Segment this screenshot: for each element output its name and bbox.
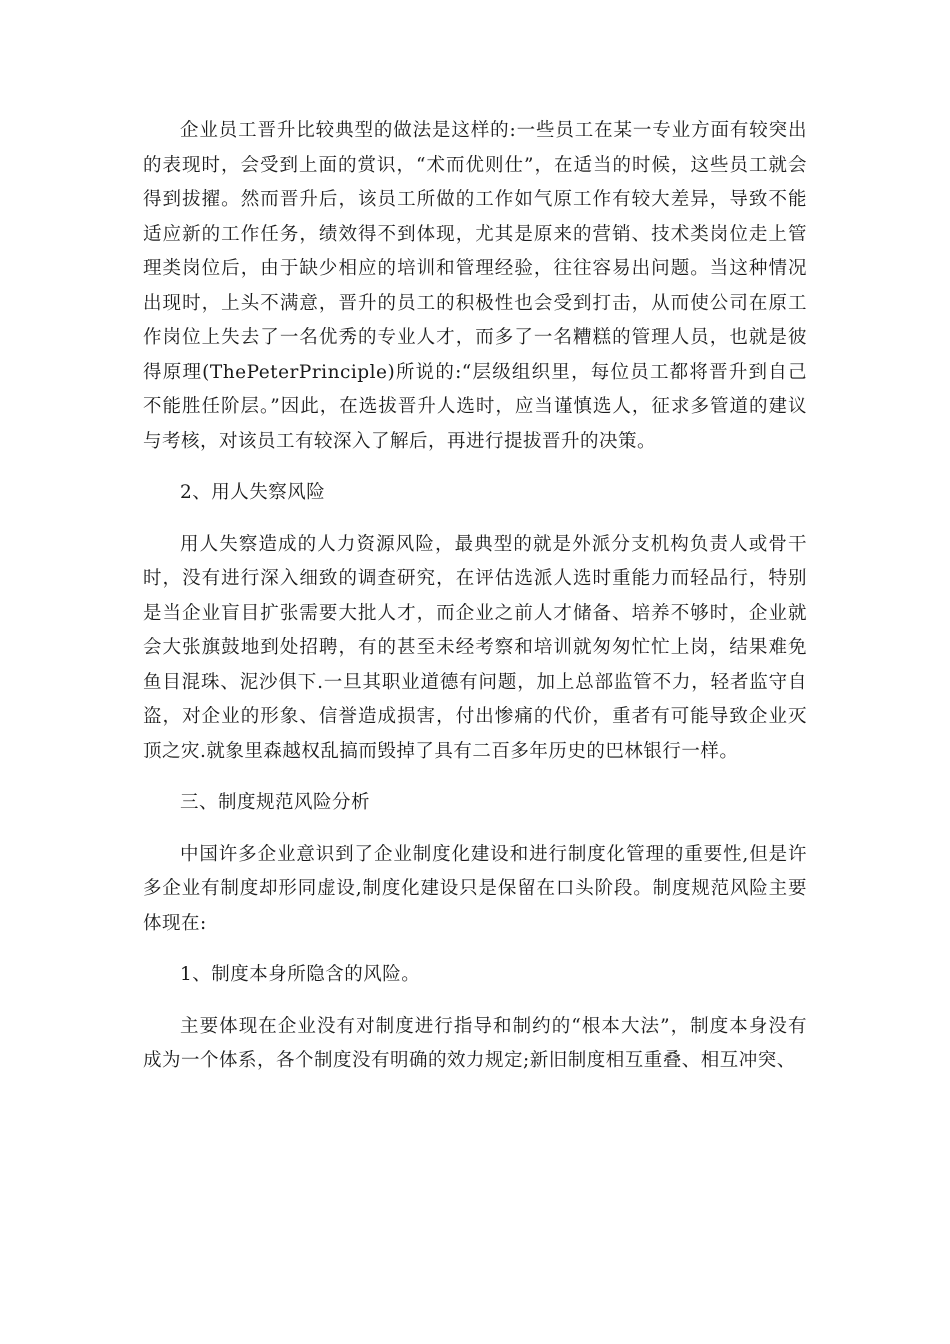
paragraph-promotion: 企业员工晋升比较典型的做法是这样的:一些员工在某一专业方面有较突出的表现时，会受到上面的赏识，“术而优则仕”，在适当的时候，这些员工就会得到拔擢。然而晋升后，该员工所做的工作如气原工作有较大差异，导致不能适应新的工作任务，绩效得不到体现，尤其是原来的营销、技术类岗位走上管理类岗位后，由于缺少相应的培训和管理经验，往往容易出问题。当这种情况出现时，上头不满意，晋升的员工的积极性也会受到打击，从而使公司在原工作岗位上失去了一名优秀的专业人才，而多了一名糟糕的管理人员，也就是彼得原理(ThePeterPrinciple)所说的:“层级组织里，每位员工都将晋升到自己不能胜任阶层。”因此，在选拔晋升人选时，应当谨慎选人，征求多管道的建议与考核，对该员工有较深入了解后，再进行提拔晋升的决策。 xyxy=(143,120,807,452)
paragraph-system-risk: 中国许多企业意识到了企业制度化建设和进行制度化管理的重要性,但是许多企业有制度却形同虚设,制度化建设只是保留在口头阶段。制度规范风险主要体现在: xyxy=(143,843,807,934)
heading-hiring-risk: 2、用人失察风险 xyxy=(180,482,326,503)
heading-inherent-risk: 1、制度本身所隐含的风险。 xyxy=(180,964,421,985)
document-body xyxy=(143,114,807,1079)
paragraph-hiring-risk: 用人失察造成的人力资源风险，最典型的就是外派分支机构负责人或骨干时，没有进行深入细致的调查研究，在评估选派人选时重能力而轻品行，特别是当企业盲目扩张需要大批人才，而企业之前人才储备、培养不够时，企业就会大张旗鼓地到处招聘，有的甚至未经考察和培训就匆匆忙忙上岗，结果难免鱼目混珠、泥沙俱下.一旦其职业道德有问题，加上总部监管不力，轻者监守自盗，对企业的形象、信誉造成损害，付出惨痛的代价，重者有可能导致企业灭顶之灾.就象里森越权乱搞而毁掉了具有二百多年历史的巴林银行一样。 xyxy=(143,533,807,762)
paragraph-inherent-risk: 主要体现在企业没有对制度进行指导和制约的“根本大法”，制度本身没有成为一个体系，各个制度没有明确的效力规定;新旧制度相互重叠、相互冲突、 xyxy=(143,1015,807,1071)
heading-system-risk: 三、制度规范风险分析 xyxy=(180,792,371,813)
